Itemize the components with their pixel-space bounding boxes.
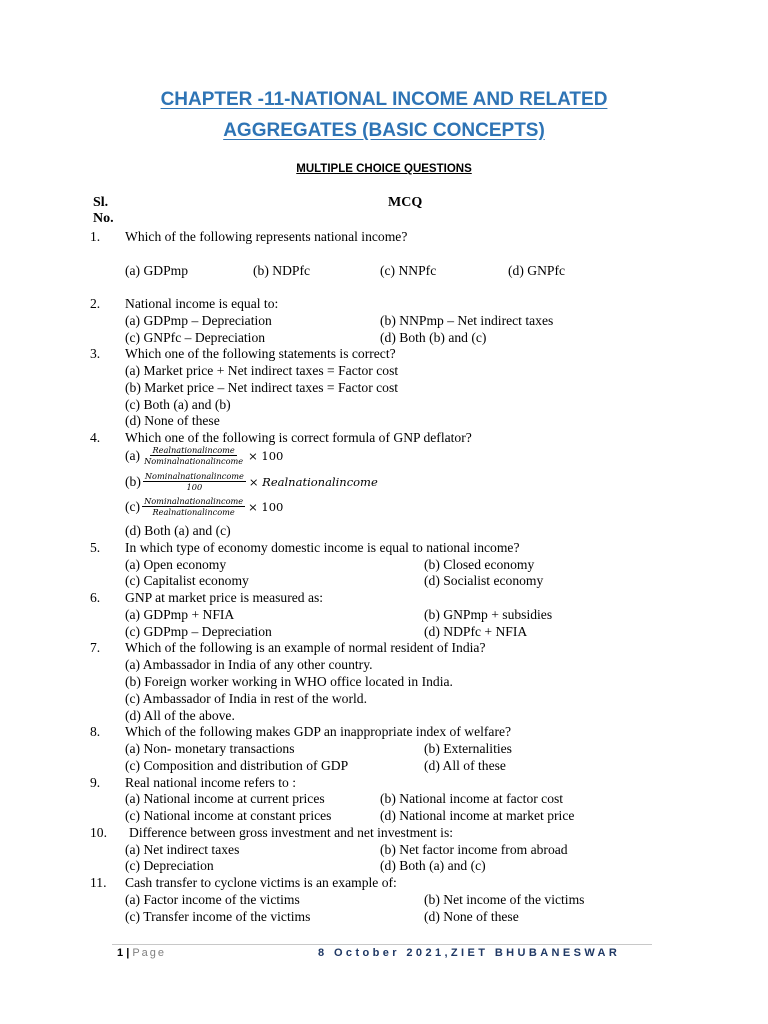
question-text: Which of the following is an example of normal resident of India? <box>125 640 486 655</box>
option: (a) Market price + Net indirect taxes = Factor cost <box>125 363 399 378</box>
question-number: 9. <box>90 775 101 790</box>
formula-option-c <box>125 496 283 517</box>
fraction-denominator: 100 <box>186 482 203 492</box>
question-number: 10. <box>90 825 107 840</box>
page-separator: | <box>126 947 130 959</box>
option: (c) Ambassador of India in rest of the world. <box>125 691 367 706</box>
question-number: 1. <box>90 229 101 244</box>
option: (d) Both (a) and (c) <box>380 858 486 873</box>
section-subtitle: MULTIPLE CHOICE QUESTIONS <box>296 163 472 175</box>
fraction <box>143 471 246 492</box>
question-number: 2. <box>90 296 101 311</box>
option: (c) GNPfc – Depreciation <box>125 330 266 345</box>
option: (c) Composition and distribution of GDP <box>125 758 349 773</box>
option: (b) Net income of the victims <box>424 892 585 907</box>
question-number: 11. <box>90 875 107 890</box>
option: (d) None of these <box>125 413 220 428</box>
option: (b) Foreign worker working in WHO office located in India. <box>125 674 453 689</box>
option: (b) Net factor income from abroad <box>380 842 568 857</box>
col-header-mcq: MCQ <box>388 195 423 210</box>
page-number: 1 <box>117 947 124 959</box>
question-text: Which one of the following statements is correct? <box>125 346 396 361</box>
option: (d) GNPfc <box>508 263 566 278</box>
option: (c) Capitalist economy <box>125 573 249 588</box>
fraction-denominator: Realnationalincome <box>152 507 235 517</box>
option: (c) NNPfc <box>380 263 437 278</box>
option: (a) Ambassador in India of any other country. <box>125 657 373 672</box>
option: (a) GDPmp <box>125 263 189 278</box>
col-header-sl-line1: Sl. <box>93 195 109 210</box>
option: (b) NDPfc <box>253 263 311 278</box>
option: (a) National income at current prices <box>125 791 325 806</box>
option: (a) GDPmp + NFIA <box>125 607 235 622</box>
chapter-title-line-2: AGGREGATES (BASIC CONCEPTS) <box>223 120 545 141</box>
option: (a) Open economy <box>125 557 227 572</box>
option: (d) Both (a) and (c) <box>125 523 231 538</box>
option: (c) Depreciation <box>125 858 214 873</box>
option: (d) NDPfc + NFIA <box>424 624 528 639</box>
question-number: 7. <box>90 640 101 655</box>
option: (d) Both (b) and (c) <box>380 330 487 345</box>
option: (b) Closed economy <box>424 557 535 572</box>
question-number: 4. <box>90 430 101 445</box>
option: (a) Non- monetary transactions <box>125 741 295 756</box>
formula-option-b <box>125 471 378 492</box>
formula-option-a <box>125 445 283 466</box>
fraction-denominator: Nominalnationalincome <box>144 456 244 466</box>
option-label: (b) <box>125 474 141 489</box>
option-label: (c) <box>125 499 141 514</box>
footer-page-number <box>117 947 166 959</box>
question-number: 3. <box>90 346 101 361</box>
page-word: Page <box>132 947 167 959</box>
question-text: In which type of economy domestic income is equal to national income? <box>125 540 520 555</box>
fraction <box>142 445 245 466</box>
option: (c) National income at constant prices <box>125 808 332 823</box>
option: (b) NNPmp – Net indirect taxes <box>380 313 554 328</box>
option: (c) Transfer income of the victims <box>125 909 311 924</box>
option: (d) National income at market price <box>380 808 575 823</box>
question-text: Which one of the following is correct formula of GNP deflator? <box>125 430 472 445</box>
option: (b) Market price – Net indirect taxes = Factor cost <box>125 380 399 395</box>
option: (d) None of these <box>424 909 519 924</box>
multiplier: × 100 <box>248 448 284 463</box>
multiplier: × 100 <box>248 499 284 514</box>
footer-divider <box>112 944 652 945</box>
fraction-numerator: Nominalnationalincome <box>144 496 244 506</box>
multiplier: × Realnationalincome <box>248 474 378 489</box>
question-text: National income is equal to: <box>125 296 279 311</box>
question-text: Which of the following represents national income? <box>125 229 408 244</box>
col-header-sl-line2: No. <box>93 211 114 226</box>
option: (b) Externalities <box>424 741 512 756</box>
option: (a) GDPmp – Depreciation <box>125 313 272 328</box>
question-number: 5. <box>90 540 101 555</box>
option-label: (a) <box>125 448 141 463</box>
footer-date-location: 8 October 2021,ZIET BHUBANESWAR <box>318 947 621 959</box>
fraction-numerator: Nominalnationalincome <box>144 471 244 481</box>
question-text: Which of the following makes GDP an inappropriate index of welfare? <box>125 724 512 739</box>
option: (d) All of the above. <box>125 708 235 723</box>
question-text: Real national income refers to : <box>125 775 296 790</box>
question-number: 6. <box>90 590 101 605</box>
question-number: 8. <box>90 724 101 739</box>
fraction-numerator: Realnationalincome <box>152 445 235 455</box>
option: (d) All of these <box>424 758 506 773</box>
option: (b) National income at factor cost <box>380 791 564 806</box>
option: (c) GDPmp – Depreciation <box>125 624 272 639</box>
option: (a) Factor income of the victims <box>125 892 300 907</box>
option: (d) Socialist economy <box>424 573 544 588</box>
question-text: GNP at market price is measured as: <box>125 590 324 605</box>
option: (c) Both (a) and (b) <box>125 397 231 412</box>
option: (b) GNPmp + subsidies <box>424 607 553 622</box>
question-text: Difference between gross investment and net investment is: <box>129 825 454 840</box>
fraction <box>142 496 245 517</box>
option: (a) Net indirect taxes <box>125 842 240 857</box>
question-text: Cash transfer to cyclone victims is an example of: <box>125 875 397 890</box>
chapter-title-line-1: CHAPTER -11-NATIONAL INCOME AND RELATED <box>160 89 608 110</box>
